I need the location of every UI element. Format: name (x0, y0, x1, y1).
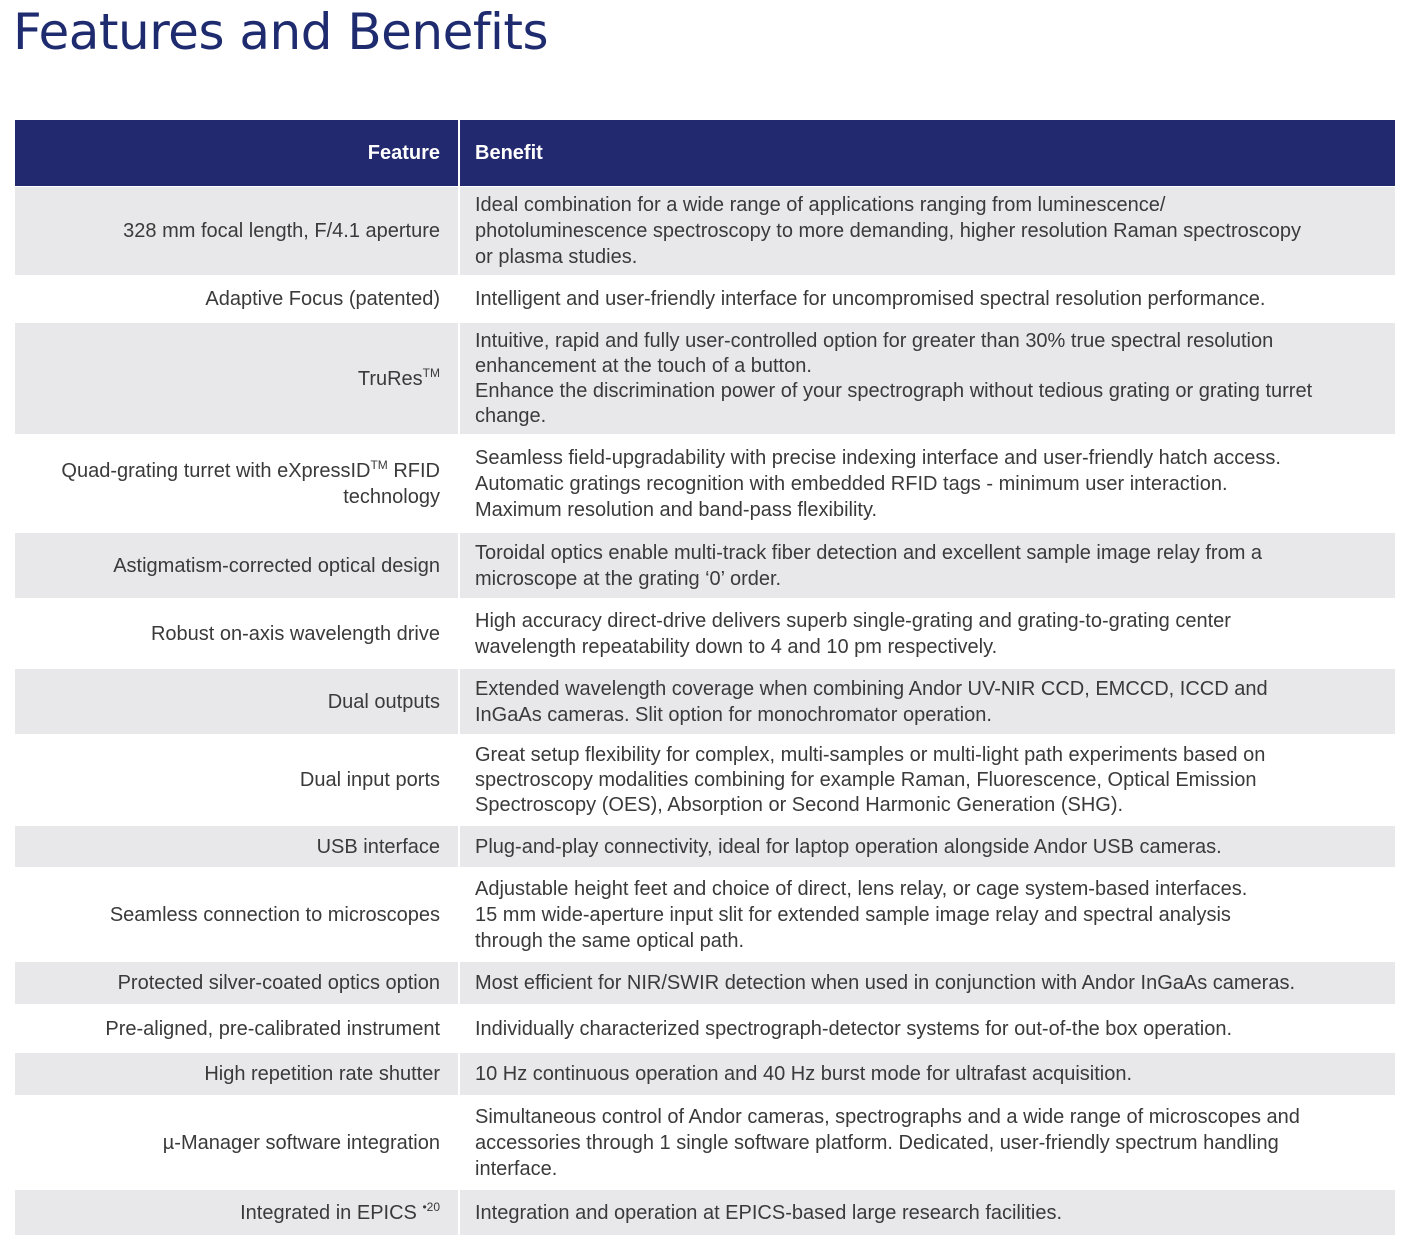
benefit-line: Simultaneous control of Andor cameras, spectrographs and a wide range of microscopes and (475, 1105, 1300, 1128)
table-row (15, 323, 1395, 437)
trademark-mark: TM (370, 457, 388, 472)
benefit-line: Intelligent and user-friendly interface for uncompromised spectral resolution performance. (475, 288, 1266, 310)
benefit-line: spectroscopy modalities combining for example Raman, Fluorescence, Optical Emission (475, 768, 1257, 791)
benefit-cell (460, 870, 1395, 959)
feature-label: Quad-grating turret with eXpressID (61, 459, 371, 482)
table-row (15, 870, 1395, 962)
table-row (15, 187, 1395, 278)
feature-cell (15, 737, 460, 823)
features-table (15, 120, 1395, 1235)
table-row (15, 826, 1395, 870)
footnote-marker: •20 (422, 1199, 440, 1214)
benefit-line: photoluminescence spectroscopy to more demanding, higher resolution Raman spectroscopy (475, 220, 1302, 242)
benefit-cell (460, 437, 1395, 530)
benefit-line: enhancement at the touch of a button. (475, 354, 812, 377)
benefit-line: Ideal combination for a wide range of applications ranging from luminescence/ (475, 194, 1166, 216)
feature-cell (15, 187, 460, 275)
benefit-line: Toroidal optics enable multi-track fiber detection and excellent sample image relay from a (475, 541, 1263, 564)
table-row (15, 1053, 1395, 1098)
benefit-line: 15 mm wide-aperture input slit for extended sample image relay and spectral analysis (475, 903, 1231, 926)
feature-label: Astigmatism-corrected optical design (113, 554, 440, 577)
benefit-column-header: Benefit (475, 142, 543, 164)
feature-cell (15, 533, 460, 598)
benefit-cell (460, 669, 1395, 734)
feature-cell (15, 437, 460, 530)
benefit-cell (460, 1053, 1395, 1095)
page-title: Features and Benefits (13, 3, 549, 61)
benefit-line: Automatic gratings recognition with embedded RFID tags - minimum user interaction. (475, 472, 1228, 495)
benefit-cell (460, 278, 1395, 320)
benefit-line: High accuracy direct-drive delivers superb single-grating and grating-to-grating center (475, 609, 1231, 632)
table-row (15, 1190, 1395, 1235)
benefit-line: Plug-and-play connectivity, ideal for laptop operation alongside Andor USB cameras. (475, 835, 1222, 858)
benefit-line: through the same optical path. (475, 929, 745, 952)
benefit-cell (460, 1190, 1395, 1235)
benefit-line: Individually characterized spectrograph-detector systems for out-of-the box operation. (475, 1017, 1233, 1040)
benefit-cell (460, 601, 1395, 666)
benefit-line: or plasma studies. (475, 246, 638, 268)
feature-label: Pre-aligned, pre-calibrated instrument (105, 1017, 440, 1040)
feature-label: USB interface (316, 835, 440, 858)
feature-label: Seamless connection to microscopes (109, 903, 440, 926)
feature-cell (15, 870, 460, 959)
benefit-line: Seamless field-upgradability with precise indexing interface and user-friendly hatch access. (475, 446, 1281, 469)
benefit-line: change. (475, 404, 547, 427)
table-row (15, 278, 1395, 323)
feature-cell (15, 1053, 460, 1095)
feature-cell (15, 278, 460, 320)
feature-label: Adaptive Focus (patented) (205, 288, 440, 310)
benefit-line: Maximum resolution and band-pass flexibility. (475, 498, 878, 521)
benefit-line: Most efficient for NIR/SWIR detection when used in conjunction with Andor InGaAs cameras. (475, 972, 1296, 994)
feature-label: Integrated in EPICS (240, 1201, 423, 1224)
feature-label: TruRes (357, 367, 423, 390)
table-row (15, 533, 1395, 601)
benefit-cell (460, 1007, 1395, 1050)
feature-label: Dual outputs (327, 690, 440, 713)
benefit-line: wavelength repeatability down to 4 and 10 pm respectively. (475, 635, 998, 658)
table-row (15, 962, 1395, 1007)
feature-label: µ-Manager software integration (162, 1131, 440, 1154)
benefit-cell (460, 826, 1395, 867)
table-row (15, 437, 1395, 533)
benefit-line: Spectroscopy (OES), Absorption or Second Harmonic Generation (SHG). (475, 793, 1124, 816)
table-row (15, 737, 1395, 826)
trademark-mark: TM (422, 365, 440, 380)
table-row (15, 1007, 1395, 1053)
feature-cell (15, 669, 460, 734)
benefit-line: Extended wavelength coverage when combining Andor UV-NIR CCD, EMCCD, ICCD and (475, 677, 1268, 700)
feature-cell (15, 1007, 460, 1050)
feature-column-header: Feature (15, 120, 460, 186)
benefit-line: Enhance the discrimination power of your spectrograph without tedious grating or grating turret (475, 379, 1313, 402)
benefit-cell (460, 737, 1395, 823)
benefit-line: Adjustable height feet and choice of direct, lens relay, or cage system-based interfaces. (475, 877, 1248, 900)
feature-label: Dual input ports (299, 769, 440, 791)
benefit-cell (460, 533, 1395, 598)
feature-label: High repetition rate shutter (204, 1063, 440, 1085)
benefit-line: InGaAs cameras. Slit option for monochromator operation. (475, 703, 992, 726)
feature-cell (15, 323, 460, 434)
table-row (15, 1098, 1395, 1190)
feature-label: Protected silver-coated optics option (117, 972, 440, 994)
feature-label: 328 mm focal length, F/4.1 aperture (123, 220, 440, 242)
benefit-line: Great setup flexibility for complex, multi-samples or multi-light path experiments based on (475, 743, 1266, 766)
feature-cell (15, 601, 460, 666)
benefit-line: Intuitive, rapid and fully user-controlled option for greater than 30% true spectral resolution (475, 329, 1274, 352)
table-header (15, 120, 1395, 187)
feature-cell (15, 962, 460, 1004)
table-row (15, 669, 1395, 737)
benefit-line: accessories through 1 single software platform. Dedicated, user-friendly spectrum handling (475, 1131, 1279, 1154)
benefit-line: microscope at the grating ‘0’ order. (475, 567, 782, 590)
benefit-cell (460, 1098, 1395, 1187)
feature-cell (15, 1098, 460, 1187)
feature-cell (15, 1190, 460, 1235)
feature-cell (15, 826, 460, 867)
feature-label-suffix: RFID technology (343, 459, 440, 508)
table-row (15, 601, 1395, 669)
benefit-line: Integration and operation at EPICS-based large research facilities. (475, 1201, 1063, 1224)
benefit-line: interface. (475, 1157, 558, 1180)
benefit-cell (460, 187, 1395, 275)
benefit-line: 10 Hz continuous operation and 40 Hz burst mode for ultrafast acquisition. (475, 1063, 1133, 1085)
benefit-cell (460, 323, 1395, 434)
feature-label: Robust on-axis wavelength drive (150, 622, 440, 645)
benefit-cell (460, 962, 1395, 1004)
